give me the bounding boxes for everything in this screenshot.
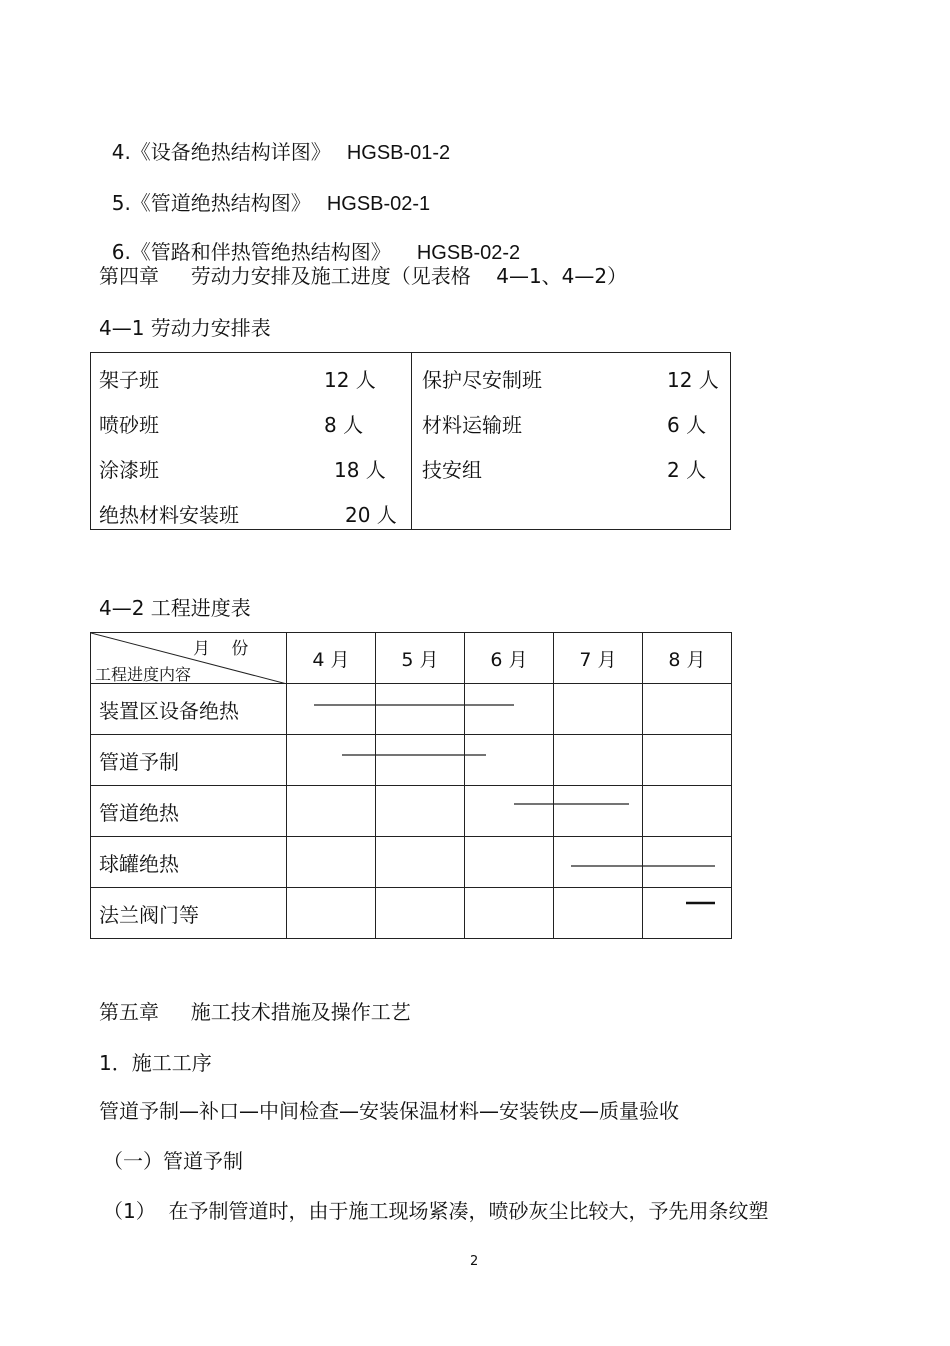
schedule-cell <box>376 786 465 837</box>
schedule-cell <box>287 786 376 837</box>
ref-code: HGSB-02-1 <box>326 193 431 215</box>
labor-name: 喷砂班 <box>99 413 159 437</box>
ref-title: 5.《管道绝热结构图》 <box>111 191 311 215</box>
schedule-cell <box>554 735 643 786</box>
labor-count: 12 人 <box>667 368 719 392</box>
schedule-cell <box>287 684 376 735</box>
task-label: 管道予制 <box>91 735 287 786</box>
table42-title: 4—2 工程进度表 <box>99 596 251 620</box>
month-header: 4 月 <box>287 633 376 684</box>
schedule-cell <box>643 735 732 786</box>
header-month-label: 月 份 <box>193 639 257 659</box>
month-header: 7 月 <box>554 633 643 684</box>
schedule-cell <box>287 888 376 939</box>
schedule-table <box>90 632 732 939</box>
month-header: 8 月 <box>643 633 732 684</box>
header-content-label: 工程进度内容 <box>95 665 192 684</box>
schedule-cell <box>643 837 732 888</box>
schedule-cell <box>287 735 376 786</box>
schedule-cell <box>465 888 554 939</box>
ref-code: HGSB-01-2 <box>346 142 451 164</box>
labor-count: 20 人 <box>345 503 397 527</box>
ref-line-3 <box>99 216 520 265</box>
labor-name: 技安组 <box>422 458 482 482</box>
ref-line-1 <box>99 116 450 165</box>
schedule-cell <box>376 888 465 939</box>
schedule-cell <box>465 735 554 786</box>
task-label: 球罐绝热 <box>91 837 287 888</box>
table-divider <box>411 353 412 529</box>
labor-table <box>90 352 731 530</box>
schedule-cell <box>465 684 554 735</box>
table-row <box>91 888 732 939</box>
schedule-cell <box>287 837 376 888</box>
schedule-cell <box>643 684 732 735</box>
ref-title: 6.《管路和伴热管绝热结构图》 <box>111 240 391 264</box>
labor-count: 6 人 <box>667 413 707 437</box>
schedule-cell <box>643 888 732 939</box>
labor-name: 材料运输班 <box>422 413 522 437</box>
schedule-cell <box>643 786 732 837</box>
table-row <box>91 786 732 837</box>
ref-line-2 <box>99 167 430 216</box>
section1-title: 1．施工工序 <box>99 1051 212 1075</box>
task-label: 装置区设备绝热 <box>91 684 287 735</box>
labor-name: 架子班 <box>99 368 159 392</box>
schedule-cell <box>554 837 643 888</box>
labor-name: 涂漆班 <box>99 458 159 482</box>
task-label: 管道绝热 <box>91 786 287 837</box>
diagonal-header-cell <box>91 633 287 684</box>
schedule-cell <box>554 888 643 939</box>
table-row <box>91 837 732 888</box>
table41-title: 4—1 劳动力安排表 <box>99 316 271 340</box>
schedule-cell <box>376 684 465 735</box>
schedule-cell <box>465 786 554 837</box>
labor-count: 18 人 <box>334 458 386 482</box>
para1-text: （1） 在予制管道时，由于施工现场紧凑，喷砂灰尘比较大，予先用条纹塑 <box>103 1199 769 1223</box>
schedule-cell <box>554 684 643 735</box>
page-number: 2 <box>470 1254 479 1269</box>
labor-name: 绝热材料安装班 <box>99 503 239 527</box>
table-row <box>91 735 732 786</box>
labor-count: 8 人 <box>324 413 364 437</box>
month-header: 5 月 <box>376 633 465 684</box>
sub1-title: （一）管道予制 <box>103 1149 243 1173</box>
labor-name: 保护尽安制班 <box>422 368 542 392</box>
task-label: 法兰阀门等 <box>91 888 287 939</box>
table-row <box>91 684 732 735</box>
labor-count: 12 人 <box>324 368 376 392</box>
labor-count: 2 人 <box>667 458 707 482</box>
month-header: 6 月 <box>465 633 554 684</box>
chapter5-title: 第五章 施工技术措施及操作工艺 <box>99 1000 411 1024</box>
schedule-cell <box>465 837 554 888</box>
schedule-cell <box>376 735 465 786</box>
ref-code: HGSB-02-2 <box>416 242 521 264</box>
ref-title: 4.《设备绝热结构详图》 <box>111 140 331 164</box>
schedule-cell <box>376 837 465 888</box>
schedule-cell <box>554 786 643 837</box>
chapter4-title: 第四章 劳动力安排及施工进度（见表格 4—1、4—2） <box>99 264 628 288</box>
process-text: 管道予制—补口—中间检查—安装保温材料—安装铁皮—质量验收 <box>99 1099 679 1123</box>
